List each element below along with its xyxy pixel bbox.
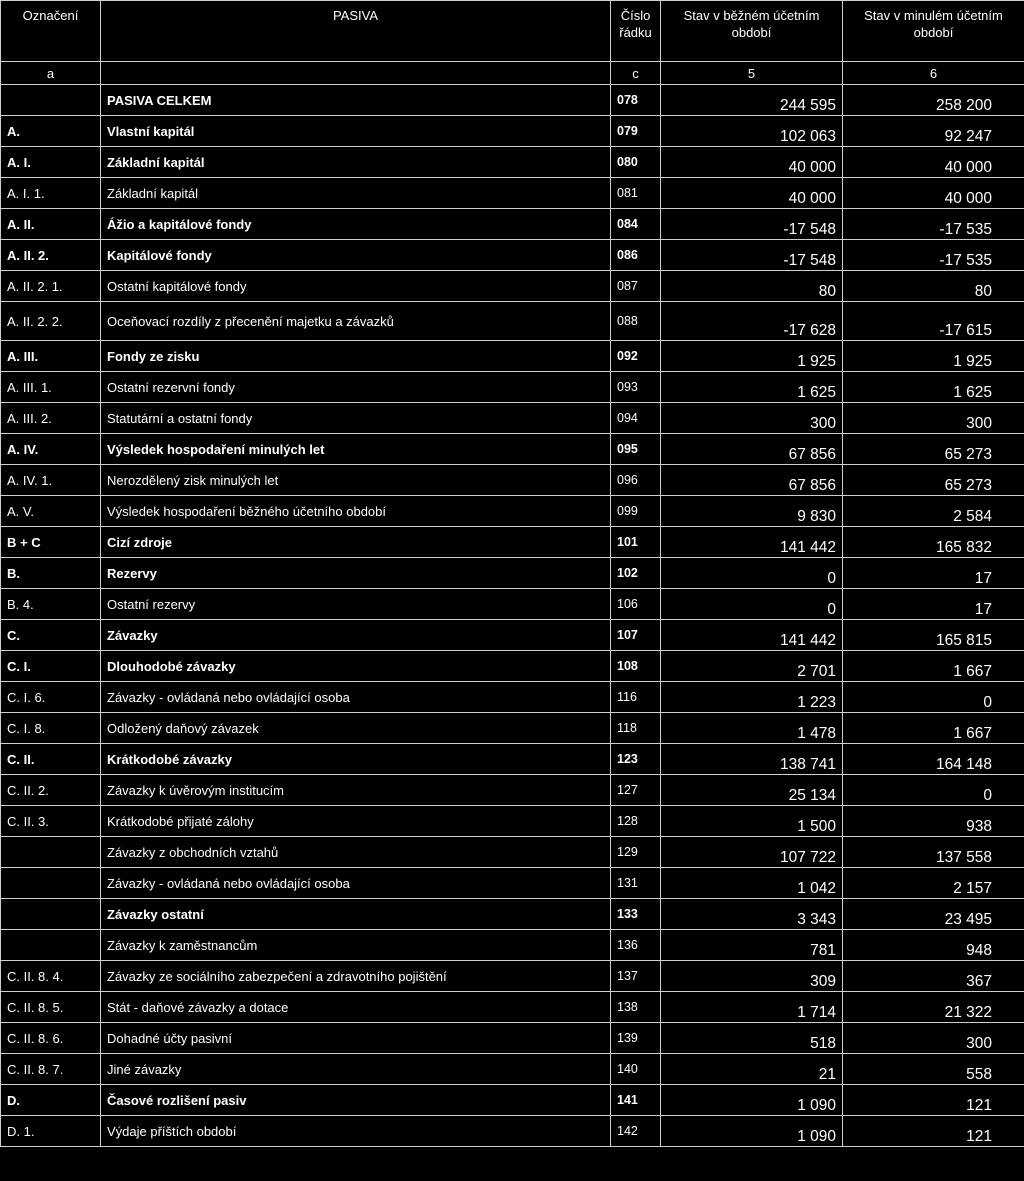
row-previous-period: 80 [843,271,1024,302]
row-name: Závazky - ovládaná nebo ovládající osoba [101,868,611,899]
row-current-period: 80 [661,271,843,302]
row-name: Statutární a ostatní fondy [101,403,611,434]
row-name: Závazky [101,620,611,651]
row-line-number: 133 [611,899,661,930]
row-line-number: 081 [611,178,661,209]
col-header-bezne-obdobi: Stav v běžném účetním období [661,1,843,62]
row-current-period: 1 714 [661,992,843,1023]
table-row [1,558,1024,589]
row-line-number: 087 [611,271,661,302]
row-current-period: 1 223 [661,682,843,713]
row-current-period: 102 063 [661,116,843,147]
row-current-period: -17 548 [661,209,843,240]
header-letter-row [1,62,1024,85]
row-current-period: 0 [661,558,843,589]
row-previous-period: 137 558 [843,837,1024,868]
col-letter-6: 6 [843,62,1024,85]
row-name: Dohadné účty pasivní [101,1023,611,1054]
row-line-number: 127 [611,775,661,806]
row-line-number: 107 [611,620,661,651]
row-code: A. III. 1. [1,372,101,403]
row-name: Nerozdělený zisk minulých let [101,465,611,496]
row-name: Ážio a kapitálové fondy [101,209,611,240]
row-previous-period: 258 200 [843,85,1024,116]
row-current-period: 9 830 [661,496,843,527]
table-row [1,302,1024,341]
row-current-period: 1 042 [661,868,843,899]
row-previous-period: 558 [843,1054,1024,1085]
table-row [1,465,1024,496]
col-letter-a: a [1,62,101,85]
row-current-period: 1 090 [661,1116,843,1147]
table-row [1,1023,1024,1054]
row-current-period: 3 343 [661,899,843,930]
row-current-period: 141 442 [661,527,843,558]
row-name: Časové rozlišení pasiv [101,1085,611,1116]
row-previous-period: 164 148 [843,744,1024,775]
table-row [1,837,1024,868]
table-row [1,147,1024,178]
col-header-pasiva: PASIVA [101,1,611,62]
row-previous-period: 40 000 [843,178,1024,209]
table-row [1,992,1024,1023]
row-current-period: 21 [661,1054,843,1085]
row-line-number: 140 [611,1054,661,1085]
col-letter-5: 5 [661,62,843,85]
row-line-number: 116 [611,682,661,713]
table-body [1,85,1024,1147]
table-row [1,930,1024,961]
row-name: Závazky ze sociálního zabezpečení a zdravotního pojištění [101,961,611,992]
row-line-number: 079 [611,116,661,147]
row-current-period: 781 [661,930,843,961]
table-row [1,806,1024,837]
row-name: Krátkodobé závazky [101,744,611,775]
row-line-number: 137 [611,961,661,992]
row-name: Jiné závazky [101,1054,611,1085]
row-code: A. IV. [1,434,101,465]
row-previous-period: -17 535 [843,209,1024,240]
col-header-minule-obdobi: Stav v minulém účetním období [843,1,1024,62]
row-code: C. II. 8. 4. [1,961,101,992]
row-previous-period: 367 [843,961,1024,992]
row-name: Rezervy [101,558,611,589]
table-row [1,682,1024,713]
row-previous-period: 40 000 [843,147,1024,178]
row-current-period: 40 000 [661,147,843,178]
row-previous-period: 65 273 [843,434,1024,465]
table-row [1,1054,1024,1085]
table-row [1,1116,1024,1147]
row-current-period: 0 [661,589,843,620]
col-header-cislo-radku: Číslo řádku [611,1,661,62]
row-code: C. [1,620,101,651]
row-line-number: 095 [611,434,661,465]
row-name: Závazky k zaměstnancům [101,930,611,961]
row-current-period: 1 090 [661,1085,843,1116]
row-code: A. V. [1,496,101,527]
row-line-number: 094 [611,403,661,434]
table-row [1,271,1024,302]
row-previous-period: 17 [843,558,1024,589]
table-row [1,116,1024,147]
row-code [1,85,101,116]
row-name: Stát - daňové závazky a dotace [101,992,611,1023]
table-row [1,372,1024,403]
table-row [1,744,1024,775]
row-previous-period: -17 615 [843,302,1024,341]
row-current-period: 25 134 [661,775,843,806]
col-header-oznaceni: Označení [1,1,101,62]
row-code: B. [1,558,101,589]
row-line-number: 142 [611,1116,661,1147]
row-code: C. II. 3. [1,806,101,837]
table-row [1,868,1024,899]
row-line-number: 101 [611,527,661,558]
row-name: Základní kapitál [101,178,611,209]
row-name: Výsledek hospodaření běžného účetního období [101,496,611,527]
table-row [1,527,1024,558]
table-row [1,341,1024,372]
row-previous-period: 0 [843,775,1024,806]
row-line-number: 136 [611,930,661,961]
row-line-number: 118 [611,713,661,744]
row-name: PASIVA CELKEM [101,85,611,116]
row-previous-period: 1 625 [843,372,1024,403]
row-current-period: 141 442 [661,620,843,651]
row-current-period: 244 595 [661,85,843,116]
table-row [1,1085,1024,1116]
col-letter-c: c [611,62,661,85]
row-name: Závazky k úvěrovým institucím [101,775,611,806]
row-name: Fondy ze zisku [101,341,611,372]
row-code: A. II. 2. [1,240,101,271]
col-letter-b [101,62,611,85]
row-current-period: 1 625 [661,372,843,403]
row-line-number: 080 [611,147,661,178]
row-name: Výdaje příštích období [101,1116,611,1147]
row-line-number: 123 [611,744,661,775]
row-previous-period: 165 815 [843,620,1024,651]
row-line-number: 088 [611,302,661,341]
row-name: Krátkodobé přijaté zálohy [101,806,611,837]
row-line-number: 092 [611,341,661,372]
row-previous-period: 165 832 [843,527,1024,558]
row-line-number: 102 [611,558,661,589]
row-name: Kapitálové fondy [101,240,611,271]
row-previous-period: 23 495 [843,899,1024,930]
row-code: A. II. [1,209,101,240]
row-line-number: 078 [611,85,661,116]
row-previous-period: 300 [843,1023,1024,1054]
row-code: C. I. 8. [1,713,101,744]
row-line-number: 106 [611,589,661,620]
row-previous-period: 1 667 [843,651,1024,682]
row-line-number: 129 [611,837,661,868]
row-code: C. II. [1,744,101,775]
row-current-period: -17 548 [661,240,843,271]
row-code: C. I. 6. [1,682,101,713]
row-code: A. II. 2. 1. [1,271,101,302]
row-code: C. II. 8. 5. [1,992,101,1023]
row-name: Ostatní kapitálové fondy [101,271,611,302]
row-current-period: 67 856 [661,434,843,465]
row-name: Základní kapitál [101,147,611,178]
row-code: B + C [1,527,101,558]
row-previous-period: 948 [843,930,1024,961]
row-code [1,899,101,930]
table-row [1,240,1024,271]
row-name: Vlastní kapitál [101,116,611,147]
row-name: Ostatní rezervy [101,589,611,620]
table-row [1,775,1024,806]
row-previous-period: 300 [843,403,1024,434]
row-line-number: 096 [611,465,661,496]
row-line-number: 141 [611,1085,661,1116]
row-line-number: 108 [611,651,661,682]
row-current-period: 67 856 [661,465,843,496]
row-code: B. 4. [1,589,101,620]
row-name: Výsledek hospodaření minulých let [101,434,611,465]
row-previous-period: 65 273 [843,465,1024,496]
row-code: A. I. [1,147,101,178]
row-code: D. [1,1085,101,1116]
row-code: C. II. 8. 7. [1,1054,101,1085]
row-previous-period: -17 535 [843,240,1024,271]
table-row [1,209,1024,240]
row-previous-period: 121 [843,1085,1024,1116]
row-code: A. [1,116,101,147]
row-line-number: 131 [611,868,661,899]
row-current-period: -17 628 [661,302,843,341]
row-name: Závazky - ovládaná nebo ovládající osoba [101,682,611,713]
row-name: Odložený daňový závazek [101,713,611,744]
row-name: Závazky z obchodních vztahů [101,837,611,868]
row-code [1,837,101,868]
row-code: C. I. [1,651,101,682]
row-code: C. II. 8. 6. [1,1023,101,1054]
row-code: A. II. 2. 2. [1,302,101,341]
row-line-number: 099 [611,496,661,527]
row-current-period: 518 [661,1023,843,1054]
row-previous-period: 2 584 [843,496,1024,527]
row-code: C. II. 2. [1,775,101,806]
row-line-number: 138 [611,992,661,1023]
row-code [1,868,101,899]
row-line-number: 093 [611,372,661,403]
header-row [1,1,1024,62]
row-previous-period: 938 [843,806,1024,837]
row-code: D. 1. [1,1116,101,1147]
table-row [1,651,1024,682]
table-row [1,620,1024,651]
row-current-period: 1 925 [661,341,843,372]
row-line-number: 086 [611,240,661,271]
table-row [1,961,1024,992]
table-row [1,403,1024,434]
table-row [1,178,1024,209]
row-previous-period: 121 [843,1116,1024,1147]
row-code: A. III. 2. [1,403,101,434]
table-row [1,589,1024,620]
row-current-period: 2 701 [661,651,843,682]
row-code: A. I. 1. [1,178,101,209]
row-code: A. III. [1,341,101,372]
row-previous-period: 1 925 [843,341,1024,372]
row-current-period: 107 722 [661,837,843,868]
table-row [1,713,1024,744]
row-name: Ostatní rezervní fondy [101,372,611,403]
row-code: A. IV. 1. [1,465,101,496]
row-current-period: 40 000 [661,178,843,209]
row-code [1,930,101,961]
table-row [1,496,1024,527]
row-name: Závazky ostatní [101,899,611,930]
row-current-period: 300 [661,403,843,434]
row-line-number: 084 [611,209,661,240]
row-line-number: 128 [611,806,661,837]
row-previous-period: 17 [843,589,1024,620]
row-current-period: 138 741 [661,744,843,775]
table-row [1,899,1024,930]
table-row [1,434,1024,465]
row-line-number: 139 [611,1023,661,1054]
row-current-period: 309 [661,961,843,992]
row-current-period: 1 478 [661,713,843,744]
row-name: Oceňovací rozdíly z přecenění majetku a závazků [101,302,611,341]
row-previous-period: 21 322 [843,992,1024,1023]
row-name: Cizí zdroje [101,527,611,558]
row-current-period: 1 500 [661,806,843,837]
row-previous-period: 0 [843,682,1024,713]
row-previous-period: 2 157 [843,868,1024,899]
row-previous-period: 1 667 [843,713,1024,744]
table-row [1,85,1024,116]
row-previous-period: 92 247 [843,116,1024,147]
row-name: Dlouhodobé závazky [101,651,611,682]
